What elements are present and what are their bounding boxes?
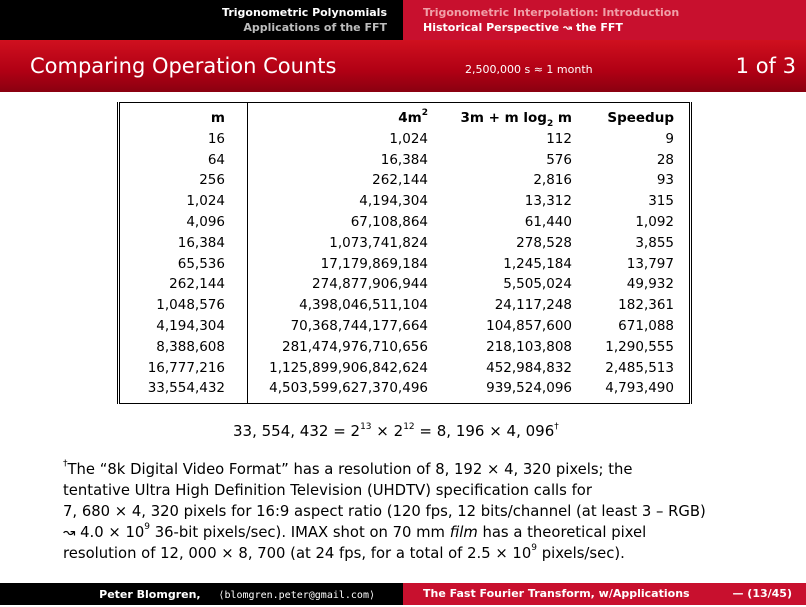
time-note: 2,500,000 s ≈ 1 month xyxy=(465,63,593,76)
column-mlogm-values xyxy=(432,129,572,399)
cell-m: 16,384 xyxy=(177,234,225,251)
header-mlogm-text: 3m + m log xyxy=(460,110,547,126)
cell-m: 8,388,608 xyxy=(156,338,225,355)
equation-part-a: 33, 554, 432 = 2 xyxy=(233,422,361,440)
footer-author-name: Peter Blomgren, xyxy=(99,588,201,601)
footnote-dagger: † xyxy=(63,459,68,469)
footer-author[interactable] xyxy=(99,588,403,601)
footer-bar xyxy=(0,583,806,605)
footer-course-title[interactable]: The Fast Fourier Transform, w/Applications xyxy=(423,587,690,600)
cell-mlogm: 2,816 xyxy=(533,172,572,189)
equation-exp-2: 12 xyxy=(403,422,415,432)
footnote-line-3: 7, 680 × 4, 320 pixels for 16:9 aspect ratio (120 fps, 12 bits/channel (at least 3 – RGB) xyxy=(63,503,706,520)
column-4m2-values xyxy=(248,129,428,399)
cell-mlogm: 1,245,184 xyxy=(503,255,572,272)
footnote-l4-b: 36-bit pixels/sec). IMAX shot on 70 mm xyxy=(150,524,450,541)
header-section-title[interactable]: Trigonometric Polynomials xyxy=(222,6,387,19)
cell-mlogm: 24,117,248 xyxy=(494,297,572,314)
equation-exp-1: 13 xyxy=(360,422,372,432)
footer-left xyxy=(0,583,403,605)
cell-m: 256 xyxy=(199,172,225,189)
cell-4m2: 262,144 xyxy=(372,172,428,189)
footer-right xyxy=(403,583,806,605)
footnote-line-1 xyxy=(63,459,753,480)
equation-part-b: × 2 xyxy=(371,422,404,440)
footer-email: ⟨blomgren.peter@gmail.com⟩ xyxy=(218,590,375,601)
footnote-text-1: The “8k Digital Video Format” has a resolution of 8, 192 × 4, 320 pixels; the xyxy=(67,461,633,478)
column-4m2 xyxy=(248,108,428,399)
footnote-l4-exp: 9 xyxy=(144,522,151,532)
footnote-l4-italic: film xyxy=(449,524,478,541)
cell-speedup: 93 xyxy=(656,172,674,189)
cell-mlogm: 939,524,096 xyxy=(486,380,572,397)
header-mlogm-sub: 2 xyxy=(546,118,554,129)
footnote-l4-a: ↝ 4.0 × 10 xyxy=(63,524,145,541)
cell-m: 16 xyxy=(207,130,225,147)
footnote-l5-a: resolution of 12, 000 × 8, 700 (at 24 fps, for a total of 2.5 × 10 xyxy=(63,545,532,562)
cell-mlogm: 278,528 xyxy=(516,234,572,251)
header-left xyxy=(0,0,403,40)
cell-speedup: 13,797 xyxy=(626,255,674,272)
cell-m: 65,536 xyxy=(177,255,225,272)
cell-speedup: 315 xyxy=(648,193,674,210)
cell-4m2: 281,474,976,710,656 xyxy=(281,338,428,355)
page-counter: 1 of 3 xyxy=(735,54,796,78)
column-mlogm xyxy=(432,108,572,399)
cell-m: 16,777,216 xyxy=(147,359,225,376)
cell-mlogm: 61,440 xyxy=(524,213,572,230)
header-m: m xyxy=(210,110,225,126)
cell-mlogm: 576 xyxy=(546,151,572,168)
table-bottom-rule xyxy=(120,403,689,404)
cell-4m2: 4,194,304 xyxy=(359,193,428,210)
cell-speedup: 3,855 xyxy=(635,234,674,251)
footnote-line-2: tentative Ultra High Definition Television (UHDTV) specification calls for xyxy=(63,482,592,499)
footnote-l4-c: has a theoretical pixel xyxy=(477,524,647,541)
frame-title: Comparing Operation Counts xyxy=(30,54,337,78)
cell-4m2: 67,108,864 xyxy=(350,213,428,230)
cell-mlogm: 13,312 xyxy=(524,193,572,210)
equation-part-c: = 8, 196 × 4, 096 xyxy=(414,422,555,440)
cell-speedup: 28 xyxy=(656,151,674,168)
cell-m: 1,048,576 xyxy=(156,297,225,314)
header-right-line1[interactable]: Trigonometric Interpolation: Introduction xyxy=(423,6,680,19)
footer-slide-number: — (13/45) xyxy=(732,587,792,600)
cell-mlogm: 104,857,600 xyxy=(486,317,572,334)
cell-mlogm: 452,984,832 xyxy=(486,359,572,376)
header-speedup: Speedup xyxy=(607,110,674,126)
header-subsection-title[interactable]: Applications of the FFT xyxy=(243,21,387,34)
cell-4m2: 4,503,599,627,370,496 xyxy=(269,380,428,397)
cell-4m2: 1,024 xyxy=(389,130,428,147)
cell-mlogm: 112 xyxy=(546,130,572,147)
footnote-l5-exp: 9 xyxy=(531,543,537,553)
operation-count-table xyxy=(117,102,692,404)
cell-mlogm: 5,505,024 xyxy=(503,276,572,293)
footnote xyxy=(63,459,753,564)
cell-m: 4,096 xyxy=(186,213,225,230)
cell-speedup: 4,793,490 xyxy=(605,380,674,397)
equation xyxy=(233,422,559,440)
cell-speedup: 182,361 xyxy=(618,297,674,314)
cell-speedup: 2,485,513 xyxy=(605,359,674,376)
cell-speedup: 49,932 xyxy=(626,276,674,293)
cell-speedup: 671,088 xyxy=(618,317,674,334)
cell-m: 4,194,304 xyxy=(156,317,225,334)
cell-speedup: 1,092 xyxy=(635,213,674,230)
cell-m: 64 xyxy=(207,151,225,168)
cell-speedup: 9 xyxy=(665,130,674,147)
cell-speedup: 1,290,555 xyxy=(605,338,674,355)
column-speedup xyxy=(576,108,674,399)
footnote-line-5 xyxy=(63,543,753,564)
cell-m: 262,144 xyxy=(169,276,225,293)
header-right xyxy=(403,0,806,40)
cell-mlogm: 218,103,808 xyxy=(486,338,572,355)
cell-m: 33,554,432 xyxy=(147,380,225,397)
cell-4m2: 4,398,046,511,104 xyxy=(299,297,428,314)
cell-4m2: 16,384 xyxy=(380,151,428,168)
top-header xyxy=(0,0,806,40)
table-top-rule xyxy=(120,102,689,103)
header-4m2-text: 4m xyxy=(398,110,422,126)
column-speedup-values xyxy=(576,129,674,399)
cell-4m2: 274,877,906,944 xyxy=(312,276,428,293)
footnote-mark: † xyxy=(554,422,559,432)
footnote-l5-b: pixels/sec). xyxy=(537,545,625,562)
footnote-line-4 xyxy=(63,522,753,543)
frame-title-bar xyxy=(0,40,806,92)
cell-m: 1,024 xyxy=(186,193,225,210)
cell-4m2: 1,073,741,824 xyxy=(329,234,428,251)
column-m xyxy=(120,108,225,399)
cell-4m2: 1,125,899,906,842,624 xyxy=(269,359,428,376)
cell-4m2: 70,368,744,177,664 xyxy=(290,317,428,334)
header-4m2-sup: 2 xyxy=(421,108,428,118)
cell-4m2: 17,179,869,184 xyxy=(320,255,428,272)
header-mlogm xyxy=(432,108,572,129)
header-4m2 xyxy=(248,108,428,129)
header-mlogm-tail: m xyxy=(553,110,572,126)
header-right-line2[interactable]: Historical Perspective ↝ the FFT xyxy=(423,21,623,34)
column-m-values xyxy=(120,129,225,399)
